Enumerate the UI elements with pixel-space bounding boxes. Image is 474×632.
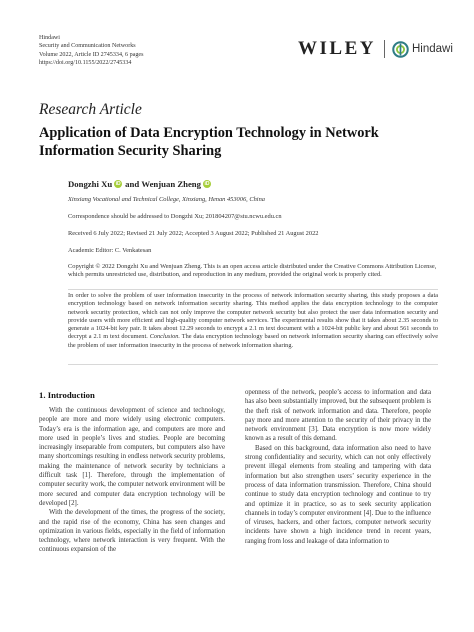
abstract-divider [68, 364, 438, 365]
section-heading: 1. Introduction [39, 390, 95, 400]
conclusion-label: Conclusion. [149, 333, 180, 341]
conclusion-text: The data encryption technology based on network information security sharing can effectively solve the problem of user information insecurity in the process of network information sharing. [68, 333, 438, 349]
logo-divider [384, 40, 385, 58]
hindawi-logo-text: Hindawi [411, 43, 453, 55]
author-name[interactable]: Wenjuan Zheng [141, 179, 201, 189]
academic-editor: Academic Editor: C. Venkatesan [68, 247, 152, 254]
volume-info: Volume 2022, Article ID 2745334, 6 pages [39, 51, 144, 58]
doi-link[interactable]: https://doi.org/10.1155/2022/2745334 [39, 60, 132, 67]
publisher-logo [298, 38, 453, 60]
affiliation: Xinxiang Vocational and Technical College, Xinxiang, Henan 453006, China [68, 196, 265, 203]
paragraph: With the continuous development of science and technology, people are more and more widely using electronic computers. Today’s era is the information age, and computers are more and more used in people’s lives and studies. People are becoming increasingly inseparable from computers, but computers also have many shortcomings resulting in endless network security problems, making the maintenance of network security by technicians a difficult task [1]. Therefore, through the implementation of computer security work, the computer network environment will be more secured and computer data encryption technology will be developed [2]. [39, 407, 225, 507]
orcid-icon[interactable]: iD [204, 181, 210, 187]
left-column [39, 406, 225, 555]
right-column [245, 388, 431, 546]
hindawi-logo-icon [392, 41, 409, 58]
author-connector: and [125, 179, 140, 189]
publisher-name: Hindawi [39, 35, 60, 41]
abstract-divider [68, 289, 438, 290]
paragraph: openness of the network, people’s access to information and data has also been substantially improved, but the subsequent problem is the theft risk of network information and data. Therefore, people pay more and more attention to the security of their privacy in the network environment [3]. Data encryption is now more widely known as a result of this demand. [245, 389, 431, 443]
article-title: Application of Data Encryption Technology in Network Information Security Sharing [39, 125, 379, 159]
abstract-body: In order to solve the problem of user information insecurity in the process of network information security sharing, this study proposes a data encryption technology based on network information security sharing. This method applies the data encryption technology to the computer network security protection, which can not only improve the computer network security but also protect the user data information security and provide users with more efficient and high-quality computer network services. The experimental results show that it takes about 2.35 seconds to generate a 1024-bit key pair. It takes about 12.29 seconds to encrypt a 2.1 m text document with a 1024-bit public key and about 561 seconds to decrypt a 2.1 m text document. [68, 292, 438, 341]
copyright-notice: Copyright © 2022 Dongzhi Xu and Wenjuan Zheng. This is an open access article distributed under the Creative Commons Attribution License, which permits unrestricted use, distribution, and reproduction in any medium, provided the original work is properly cited. [68, 263, 437, 279]
article-type: Research Article [39, 101, 142, 118]
author-name[interactable]: Dongzhi Xu [68, 179, 113, 189]
journal-name: Security and Communication Networks [39, 43, 136, 50]
paragraph: With the development of the times, the progress of the society, and the rapid rise of the economy, China has seen changes and optimization in various fields, especially in the field of information technology, where network interaction is very frequent. With the continuous expansion of the [39, 509, 225, 554]
correspondence: Correspondence should be addressed to Dongzhi Xu; 201804207@stu.ncwu.edu.cn [68, 213, 282, 220]
paragraph: Based on this background, data information also need to have strong confidentiality and security, which can not only effectively prevent illegal elements from stealing and tampering with data information but also strengthen users’ security experience in the process of data information transmission. Therefore, China should continue to study data encryption technology and continue to try and optimize it in practice, so as to seek security application channels in today’s computer environment [4]. Due to the influence of viruses, hackers, and other factors, computer network security incidents have shown a high incidence trend in recent years, ranging from loss and leakage of data information to [245, 444, 431, 545]
abstract [68, 292, 438, 350]
author-list [68, 179, 214, 189]
article-dates: Received 6 July 2022; Revised 21 July 2022; Accepted 3 August 2022; Published 21 August 2022 [68, 230, 319, 237]
wiley-logo: WILEY [298, 38, 376, 59]
orcid-icon[interactable]: iD [115, 181, 121, 187]
article-meta [39, 34, 143, 68]
